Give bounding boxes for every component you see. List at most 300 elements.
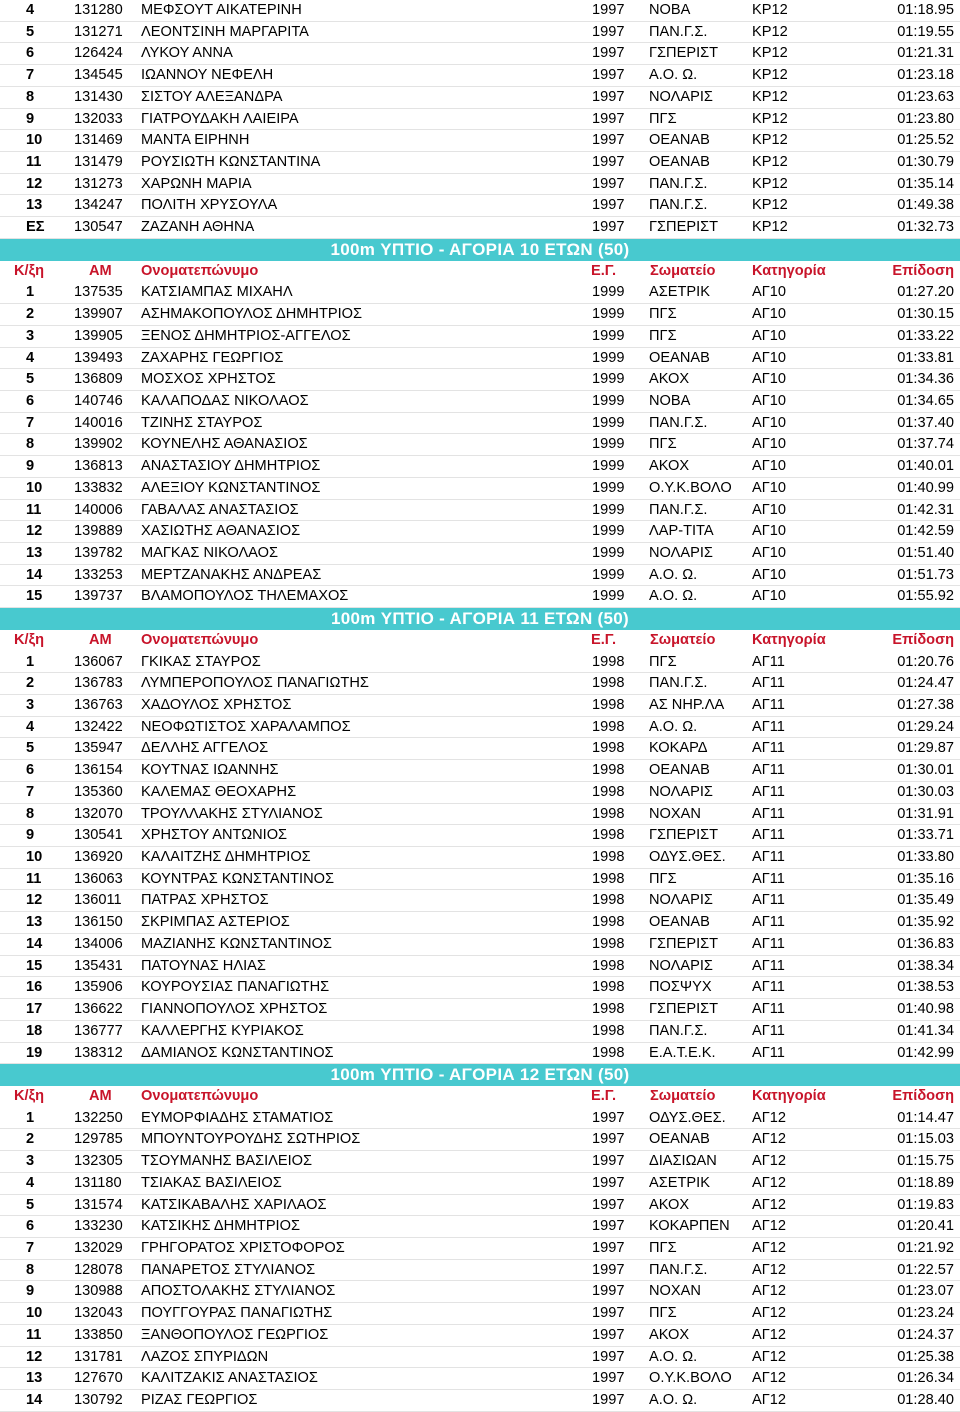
cell-rank: 8: [26, 88, 35, 105]
cell-year: 1999: [592, 588, 625, 605]
cell-name: ΞΑΝΘΟΠΟΥΛΟΣ ΓΕΩΡΓΙΟΣ: [141, 1326, 329, 1343]
cell-rank: 14: [26, 566, 43, 583]
cell-time: 01:21.92: [897, 1239, 954, 1256]
cell-am: 132029: [74, 1239, 123, 1256]
cell-name: ΒΛΑΜΟΠΟΥΛΟΣ ΤΗΛΕΜΑΧΟΣ: [141, 588, 349, 605]
cell-year: 1998: [592, 1022, 625, 1039]
cell-year: 1997: [592, 1305, 625, 1322]
cell-name: ΜΕΦΣΟΥΤ ΑΙΚΑΤΕΡΙΝΗ: [141, 2, 302, 18]
cell-year: 1999: [592, 479, 625, 496]
table-row: [0, 890, 960, 912]
cell-rank: 9: [26, 827, 35, 844]
cell-club: ΓΣΠΕΡΙΣΤ: [649, 827, 719, 844]
cell-time: 01:19.55: [897, 23, 954, 40]
cell-am: 130988: [74, 1283, 123, 1300]
cell-category: ΑΓ10: [752, 479, 787, 496]
cell-club: ΓΣΠΕΡΙΣΤ: [649, 1001, 719, 1018]
cell-am: 139889: [74, 523, 123, 540]
cell-name: ΜΠΟΥΝΤΟΥΡΟΥΔΗΣ ΣΩΤΗΡΙΟΣ: [141, 1131, 361, 1148]
table-row: [0, 22, 960, 44]
cell-year: 1997: [592, 1370, 625, 1387]
cell-am: 140746: [74, 392, 123, 409]
cell-club: Α.Ο. Ω.: [649, 1348, 698, 1365]
cell-year: 1999: [592, 371, 625, 388]
header-category: Κατηγορία: [752, 631, 826, 648]
header-category: Κατηγορία: [752, 1087, 826, 1104]
cell-club: ΟΕΑΝΑΒ: [649, 349, 710, 366]
cell-name: ΞΕΝΟΣ ΔΗΜΗΤΡΙΟΣ-ΑΓΓΕΛΟΣ: [141, 327, 351, 344]
cell-am: 136063: [74, 870, 123, 887]
cell-am: 135947: [74, 740, 123, 757]
cell-name: ΖΑΧΑΡΗΣ ΓΕΩΡΓΙΟΣ: [141, 349, 284, 366]
cell-rank: 2: [26, 1131, 35, 1148]
table-row: [0, 391, 960, 413]
cell-am: 131271: [74, 23, 123, 40]
table-row: [0, 152, 960, 174]
cell-club: ΟΔΥΣ.ΘΕΣ.: [649, 1109, 726, 1126]
cell-rank: 6: [26, 762, 35, 779]
table-row: [0, 65, 960, 87]
cell-name: ΕΥΜΟΡΦΙΑΔΗΣ ΣΤΑΜΑΤΙΟΣ: [141, 1109, 334, 1126]
cell-club: ΠΑΝ.Γ.Σ.: [649, 1022, 708, 1039]
cell-year: 1997: [592, 1392, 625, 1408]
table-row: [0, 174, 960, 196]
cell-club: ΠΑΝ.Γ.Σ.: [649, 1261, 708, 1278]
cell-am: 139782: [74, 544, 123, 561]
cell-category: ΑΓ11: [752, 914, 785, 931]
cell-rank: 18: [26, 1022, 43, 1039]
cell-year: 1997: [592, 1196, 625, 1213]
header-am: ΑΜ: [89, 1087, 112, 1104]
cell-year: 1997: [592, 154, 625, 171]
cell-rank: ΕΣ: [26, 219, 45, 236]
cell-am: 135906: [74, 979, 123, 996]
cell-club: ΠΑΝ.Γ.Σ.: [649, 197, 708, 214]
table-row: [0, 326, 960, 348]
table-row: [0, 782, 960, 804]
cell-club: ΠΓΣ: [649, 653, 677, 670]
cell-time: 01:30.15: [897, 306, 954, 323]
cell-rank: 12: [26, 175, 43, 192]
column-header-row: [0, 630, 960, 652]
cell-year: 1998: [592, 914, 625, 931]
cell-name: ΠΟΥΓΓΟΥΡΑΣ ΠΑΝΑΓΙΩΤΗΣ: [141, 1305, 333, 1322]
cell-am: 130792: [74, 1392, 123, 1408]
cell-name: ΛΥΚΟΥ ΑΝΝΑ: [141, 45, 233, 62]
table-row: [0, 1216, 960, 1238]
cell-year: 1998: [592, 892, 625, 909]
cell-category: ΑΓ12: [752, 1283, 787, 1300]
cell-name: ΤΡΟΥΛΛΑΚΗΣ ΣΤΥΛΙΑΝΟΣ: [141, 805, 323, 822]
cell-name: ΚΑΛΛΕΡΓΗΣ ΚΥΡΙΑΚΟΣ: [141, 1022, 304, 1039]
cell-rank: 11: [26, 501, 42, 518]
cell-club: Α.Ο. Ω.: [649, 718, 698, 735]
cell-rank: 7: [26, 414, 35, 431]
cell-club: ΑΚΟΧ: [649, 1196, 690, 1213]
cell-time: 01:22.57: [897, 1261, 954, 1278]
table-row: [0, 0, 960, 22]
cell-club: ΑΚΟΧ: [649, 1326, 690, 1343]
cell-name: ΠΑΝΑΡΕΤΟΣ ΣΤΥΛΙΑΝΟΣ: [141, 1261, 316, 1278]
cell-time: 01:34.36: [897, 371, 954, 388]
cell-name: ΚΑΤΣΙΑΜΠΑΣ ΜΙΧΑΗΛ: [141, 284, 293, 301]
cell-category: ΑΓ10: [752, 306, 787, 323]
cell-am: 131469: [74, 132, 123, 149]
cell-year: 1997: [592, 1218, 625, 1235]
cell-time: 01:33.22: [897, 327, 954, 344]
table-row: [0, 1129, 960, 1151]
header-club: Σωματείο: [650, 1087, 716, 1104]
table-row: [0, 282, 960, 304]
header-time: Επίδοση: [892, 1087, 954, 1104]
cell-rank: 16: [26, 979, 43, 996]
cell-year: 1998: [592, 783, 625, 800]
cell-name: ΚΑΤΣΙΚΗΣ ΔΗΜΗΤΡΙΟΣ: [141, 1218, 300, 1235]
cell-am: 133832: [74, 479, 123, 496]
header-category: Κατηγορία: [752, 262, 826, 279]
cell-category: ΑΓ10: [752, 544, 787, 561]
cell-time: 01:49.38: [897, 197, 954, 214]
cell-category: ΑΓ11: [752, 1044, 785, 1061]
cell-am: 136011: [74, 892, 122, 909]
cell-club: ΝΟΛΑΡΙΣ: [649, 957, 713, 974]
cell-time: 01:21.31: [897, 45, 954, 62]
cell-am: 131430: [74, 88, 123, 105]
cell-time: 01:35.14: [897, 175, 954, 192]
header-year: Ε.Γ.: [591, 1087, 617, 1104]
cell-rank: 15: [26, 588, 43, 605]
cell-club: Α.Ο. Ω.: [649, 588, 698, 605]
cell-year: 1997: [592, 45, 625, 62]
cell-time: 01:33.81: [897, 349, 954, 366]
cell-name: ΑΛΕΞΙΟΥ ΚΩΝΣΤΑΝΤΙΝΟΣ: [141, 479, 321, 496]
cell-year: 1997: [592, 23, 625, 40]
cell-rank: 12: [26, 523, 43, 540]
cell-rank: 5: [26, 371, 35, 388]
cell-name: ΚΑΛΑΙΤΖΗΣ ΔΗΜΗΤΡΙΟΣ: [141, 849, 311, 866]
cell-name: ΚΑΤΣΙΚΑΒΑΛΗΣ ΧΑΡΙΛΑΟΣ: [141, 1196, 327, 1213]
table-row: [0, 673, 960, 695]
cell-category: ΑΓ10: [752, 371, 787, 388]
cell-year: 1999: [592, 349, 625, 366]
cell-club: ΟΕΑΝΑΒ: [649, 1131, 710, 1148]
cell-year: 1998: [592, 935, 625, 952]
cell-club: ΠΑΝ.Γ.Σ.: [649, 675, 708, 692]
table-row: [0, 586, 960, 608]
cell-time: 01:20.76: [897, 653, 954, 670]
cell-am: 132070: [74, 805, 123, 822]
cell-rank: 8: [26, 436, 35, 453]
cell-year: 1999: [592, 544, 625, 561]
table-row: [0, 130, 960, 152]
table-row: [0, 304, 960, 326]
table-row: [0, 348, 960, 370]
cell-rank: 5: [26, 1196, 35, 1213]
cell-am: 131781: [74, 1348, 123, 1365]
cell-rank: 10: [26, 132, 43, 149]
cell-name: ΖΑΖΑΝΗ ΑΘΗΝΑ: [141, 219, 255, 236]
cell-category: ΚΡ12: [752, 132, 788, 149]
cell-rank: 1: [26, 284, 35, 301]
cell-category: ΑΓ12: [752, 1261, 787, 1278]
cell-year: 1997: [592, 219, 625, 236]
cell-name: ΑΠΟΣΤΟΛΑΚΗΣ ΣΤΥΛΙΑΝΟΣ: [141, 1283, 336, 1300]
cell-time: 01:55.92: [897, 588, 954, 605]
section-title: 100m ΥΠΤΙΟ - ΑΓΟΡΙΑ 10 ΕΤΩΝ (50): [0, 239, 960, 261]
cell-time: 01:40.99: [897, 479, 954, 496]
cell-club: ΠΑΝ.Γ.Σ.: [649, 414, 708, 431]
cell-category: ΑΓ11: [752, 653, 785, 670]
cell-time: 01:40.01: [897, 458, 954, 475]
cell-year: 1998: [592, 827, 625, 844]
cell-time: 01:41.34: [897, 1022, 954, 1039]
cell-category: ΚΡ12: [752, 175, 788, 192]
cell-am: 134545: [74, 67, 123, 84]
cell-time: 01:33.71: [897, 827, 954, 844]
table-row: [0, 434, 960, 456]
cell-year: 1997: [592, 1239, 625, 1256]
cell-year: 1997: [592, 132, 625, 149]
cell-rank: 5: [26, 740, 35, 757]
cell-name: ΣΙΣΤΟΥ ΑΛΕΞΑΝΔΡΑ: [141, 88, 283, 105]
cell-am: 127670: [74, 1370, 123, 1387]
cell-year: 1997: [592, 1109, 625, 1126]
cell-category: ΑΓ11: [752, 1001, 785, 1018]
cell-category: ΑΓ10: [752, 349, 787, 366]
cell-rank: 12: [26, 892, 43, 909]
cell-club: ΠΓΣ: [649, 870, 677, 887]
cell-name: ΓΑΒΑΛΑΣ ΑΝΑΣΤΑΣΙΟΣ: [141, 501, 299, 518]
cell-category: ΑΓ10: [752, 523, 787, 540]
cell-name: ΧΑΡΩΝΗ ΜΑΡΙΑ: [141, 175, 252, 192]
cell-am: 133850: [74, 1326, 123, 1343]
table-row: [0, 369, 960, 391]
cell-year: 1999: [592, 523, 625, 540]
cell-name: ΛΕΟΝΤΣΙΝΗ ΜΑΡΓΑΡΙΤΑ: [141, 23, 309, 40]
cell-club: ΓΣΠΕΡΙΣΤ: [649, 45, 719, 62]
header-name: Ονοματεπώνυμο: [141, 631, 259, 648]
header-am: ΑΜ: [89, 262, 112, 279]
cell-year: 1997: [592, 1153, 625, 1170]
cell-time: 01:26.34: [897, 1370, 954, 1387]
cell-club: ΑΣΕΤΡΙΚ: [649, 1174, 710, 1191]
cell-club: ΝΟΛΑΡΙΣ: [649, 544, 713, 561]
table-row: [0, 1195, 960, 1217]
cell-category: ΑΓ10: [752, 436, 787, 453]
cell-category: ΑΓ11: [752, 805, 785, 822]
cell-category: ΑΓ11: [752, 697, 785, 713]
cell-year: 1998: [592, 1001, 625, 1018]
cell-rank: 3: [26, 697, 35, 713]
cell-rank: 1: [26, 1109, 35, 1126]
cell-year: 1998: [592, 1044, 625, 1061]
cell-name: ΣΚΡΙΜΠΑΣ ΑΣΤΕΡΙΟΣ: [141, 914, 290, 931]
cell-am: 131180: [74, 1174, 122, 1191]
cell-category: ΚΡ12: [752, 219, 788, 236]
cell-club: ΠΑΝ.Γ.Σ.: [649, 175, 708, 192]
cell-year: 1997: [592, 67, 625, 84]
cell-time: 01:30.03: [897, 783, 954, 800]
table-row: [0, 717, 960, 739]
cell-rank: 10: [26, 849, 43, 866]
cell-name: ΑΝΑΣΤΑΣΙΟΥ ΔΗΜΗΤΡΙΟΣ: [141, 458, 321, 475]
cell-time: 01:29.24: [897, 718, 954, 735]
cell-category: ΑΓ11: [752, 957, 785, 974]
cell-rank: 13: [26, 197, 43, 214]
cell-year: 1997: [592, 1348, 625, 1365]
table-row: [0, 217, 960, 239]
cell-category: ΑΓ12: [752, 1196, 787, 1213]
cell-year: 1999: [592, 566, 625, 583]
cell-time: 01:25.52: [897, 132, 954, 149]
cell-rank: 4: [26, 349, 35, 366]
cell-time: 01:30.01: [897, 762, 954, 779]
cell-name: ΙΩΑΝΝΟΥ ΝΕΦΕΛΗ: [141, 67, 274, 84]
cell-am: 132422: [74, 718, 123, 735]
cell-name: ΚΟΥΤΝΑΣ ΙΩΑΝΝΗΣ: [141, 762, 279, 779]
cell-rank: 7: [26, 67, 35, 84]
table-row: [0, 478, 960, 500]
table-row: [0, 956, 960, 978]
header-club: Σωματείο: [650, 631, 716, 648]
cell-rank: 10: [26, 479, 43, 496]
cell-club: ΟΕΑΝΑΒ: [649, 132, 710, 149]
cell-year: 1997: [592, 1174, 625, 1191]
header-time: Επίδοση: [892, 631, 954, 648]
cell-name: ΤΣΙΑΚΑΣ ΒΑΣΙΛΕΙΟΣ: [141, 1174, 282, 1191]
cell-category: ΑΓ12: [752, 1174, 787, 1191]
cell-rank: 19: [26, 1044, 43, 1061]
cell-year: 1998: [592, 849, 625, 866]
cell-time: 01:31.91: [897, 805, 954, 822]
cell-category: ΑΓ11: [752, 870, 785, 887]
cell-name: ΛΑΖΟΣ ΣΠΥΡΙΔΩΝ: [141, 1348, 269, 1365]
cell-am: 139902: [74, 436, 123, 453]
cell-time: 01:28.40: [897, 1392, 954, 1408]
table-row: [0, 825, 960, 847]
cell-category: ΑΓ12: [752, 1370, 787, 1387]
cell-name: ΓΡΗΓΟΡΑΤΟΣ ΧΡΙΣΤΟΦΟΡΟΣ: [141, 1239, 345, 1256]
table-row: [0, 804, 960, 826]
cell-time: 01:23.24: [897, 1305, 954, 1322]
cell-time: 01:37.40: [897, 414, 954, 431]
column-header-row: [0, 261, 960, 283]
cell-am: 132250: [74, 1109, 123, 1126]
cell-rank: 7: [26, 783, 35, 800]
cell-time: 01:42.59: [897, 523, 954, 540]
cell-club: ΛΑΡ-ΤΙΤΑ: [649, 523, 714, 540]
cell-category: ΑΓ10: [752, 392, 787, 409]
cell-club: Α.Ο. Ω.: [649, 1392, 698, 1408]
cell-name: ΜΕΡΤΖΑΝΑΚΗΣ ΑΝΔΡΕΑΣ: [141, 566, 322, 583]
cell-am: 140006: [74, 501, 123, 518]
cell-rank: 11: [26, 1326, 42, 1343]
cell-category: ΑΓ11: [752, 783, 785, 800]
header-rank: Κ/ξη: [14, 1087, 45, 1104]
cell-name: ΚΑΛΙΤΖΑΚΙΣ ΑΝΑΣΤΑΣΙΟΣ: [141, 1370, 318, 1387]
cell-category: ΚΡ12: [752, 67, 788, 84]
table-row: [0, 521, 960, 543]
cell-category: ΑΓ11: [752, 849, 785, 866]
header-time: Επίδοση: [892, 262, 954, 279]
cell-time: 01:35.92: [897, 914, 954, 931]
cell-club: Ο.Υ.Κ.ΒΟΛΟ: [649, 1370, 732, 1387]
section-title: 100m ΥΠΤΙΟ - ΑΓΟΡΙΑ 12 ΕΤΩΝ (50): [0, 1064, 960, 1086]
cell-time: 01:15.03: [897, 1131, 954, 1148]
cell-category: ΑΓ12: [752, 1305, 787, 1322]
cell-name: ΠΑΤΡΑΣ ΧΡΗΣΤΟΣ: [141, 892, 269, 909]
cell-am: 130541: [74, 827, 123, 844]
table-row: [0, 456, 960, 478]
cell-year: 1998: [592, 718, 625, 735]
cell-category: ΑΓ10: [752, 327, 787, 344]
cell-club: Α.Ο. Ω.: [649, 566, 698, 583]
cell-year: 1999: [592, 306, 625, 323]
cell-am: 130547: [74, 219, 123, 236]
cell-name: ΠΟΛΙΤΗ ΧΡΥΣΟΥΛΑ: [141, 197, 278, 214]
cell-club: ΝΟΛΑΡΙΣ: [649, 783, 713, 800]
cell-am: 133230: [74, 1218, 123, 1235]
cell-name: ΧΡΗΣΤΟΥ ΑΝΤΩΝΙΟΣ: [141, 827, 288, 844]
cell-club: ΠΓΣ: [649, 306, 677, 323]
header-year: Ε.Γ.: [591, 631, 617, 648]
cell-rank: 11: [26, 154, 42, 171]
header-am: ΑΜ: [89, 631, 112, 648]
cell-club: ΑΚΟΧ: [649, 458, 690, 475]
cell-year: 1998: [592, 762, 625, 779]
header-name: Ονοματεπώνυμο: [141, 1087, 259, 1104]
cell-am: 136622: [74, 1001, 123, 1018]
cell-time: 01:30.79: [897, 154, 954, 171]
cell-rank: 13: [26, 914, 43, 931]
table-row: [0, 977, 960, 999]
cell-club: Ο.Υ.Κ.ΒΟΛΟ: [649, 479, 732, 496]
table-row: [0, 1021, 960, 1043]
cell-category: ΚΡ12: [752, 23, 788, 40]
cell-rank: 11: [26, 870, 42, 887]
cell-year: 1998: [592, 957, 625, 974]
cell-category: ΑΓ10: [752, 501, 787, 518]
cell-am: 129785: [74, 1131, 123, 1148]
cell-am: 132305: [74, 1153, 123, 1170]
cell-time: 01:20.41: [897, 1218, 954, 1235]
cell-club: ΚΟΚΑΡΠΕΝ: [649, 1218, 730, 1235]
cell-rank: 8: [26, 1261, 35, 1278]
cell-name: ΠΑΤΟΥΝΑΣ ΗΛΙΑΣ: [141, 957, 266, 974]
table-row: [0, 543, 960, 565]
cell-club: ΟΔΥΣ.ΘΕΣ.: [649, 849, 726, 866]
cell-time: 01:25.38: [897, 1348, 954, 1365]
cell-year: 1998: [592, 870, 625, 887]
cell-club: ΟΕΑΝΑΒ: [649, 762, 710, 779]
cell-club: ΠΓΣ: [649, 436, 677, 453]
table-row: [0, 413, 960, 435]
cell-time: 01:42.99: [897, 1044, 954, 1061]
cell-year: 1999: [592, 284, 625, 301]
table-row: [0, 43, 960, 65]
cell-year: 1997: [592, 197, 625, 214]
cell-category: ΑΓ10: [752, 588, 787, 605]
cell-club: ΝΟΛΑΡΙΣ: [649, 88, 713, 105]
table-row: [0, 1303, 960, 1325]
cell-club: ΑΚΟΧ: [649, 371, 690, 388]
table-row: [0, 1151, 960, 1173]
cell-category: ΑΓ12: [752, 1109, 787, 1126]
cell-time: 01:27.20: [897, 284, 954, 301]
cell-year: 1998: [592, 675, 625, 692]
cell-am: 136777: [74, 1022, 123, 1039]
cell-club: ΝΟΒΑ: [649, 2, 691, 18]
